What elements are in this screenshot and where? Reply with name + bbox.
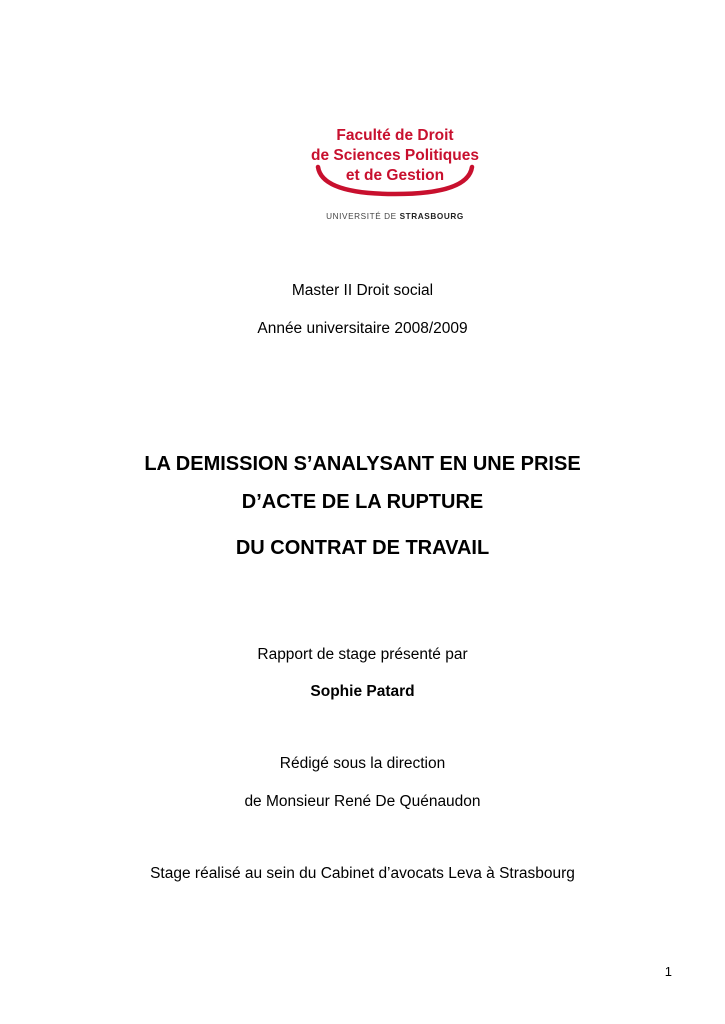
title-line-3: DU CONTRAT DE TRAVAIL (235, 537, 490, 559)
presented-by-label: Rapport de stage présenté par (257, 646, 468, 663)
page-number: 1 (664, 964, 672, 979)
faculty-logo (310, 122, 480, 227)
program-name: Master II Droit social (291, 282, 434, 299)
logo-line-1: Faculté de Droit (336, 127, 454, 144)
logo-university-prefix: UNIVERSITÉ DE (326, 212, 400, 221)
direction-label: Rédigé sous la direction (279, 755, 446, 772)
title-line-2: D’ACTE DE LA RUPTURE (241, 491, 484, 513)
title-line-1: LA DEMISSION S’ANALYSANT EN UNE PRISE (144, 453, 581, 475)
logo-line-2: de Sciences Politiques (311, 147, 479, 164)
supervisor-name: de Monsieur René De Quénaudon (244, 793, 481, 810)
author-name: Sophie Patard (310, 683, 415, 700)
logo-university-name: STRASBOURG (399, 212, 464, 221)
academic-year: Année universitaire 2008/2009 (257, 320, 468, 337)
logo-university (326, 211, 464, 221)
internship-info: Stage réalisé au sein du Cabinet d’avocats Leva à Strasbourg (150, 865, 575, 882)
logo-line-3: et de Gestion (345, 167, 445, 184)
